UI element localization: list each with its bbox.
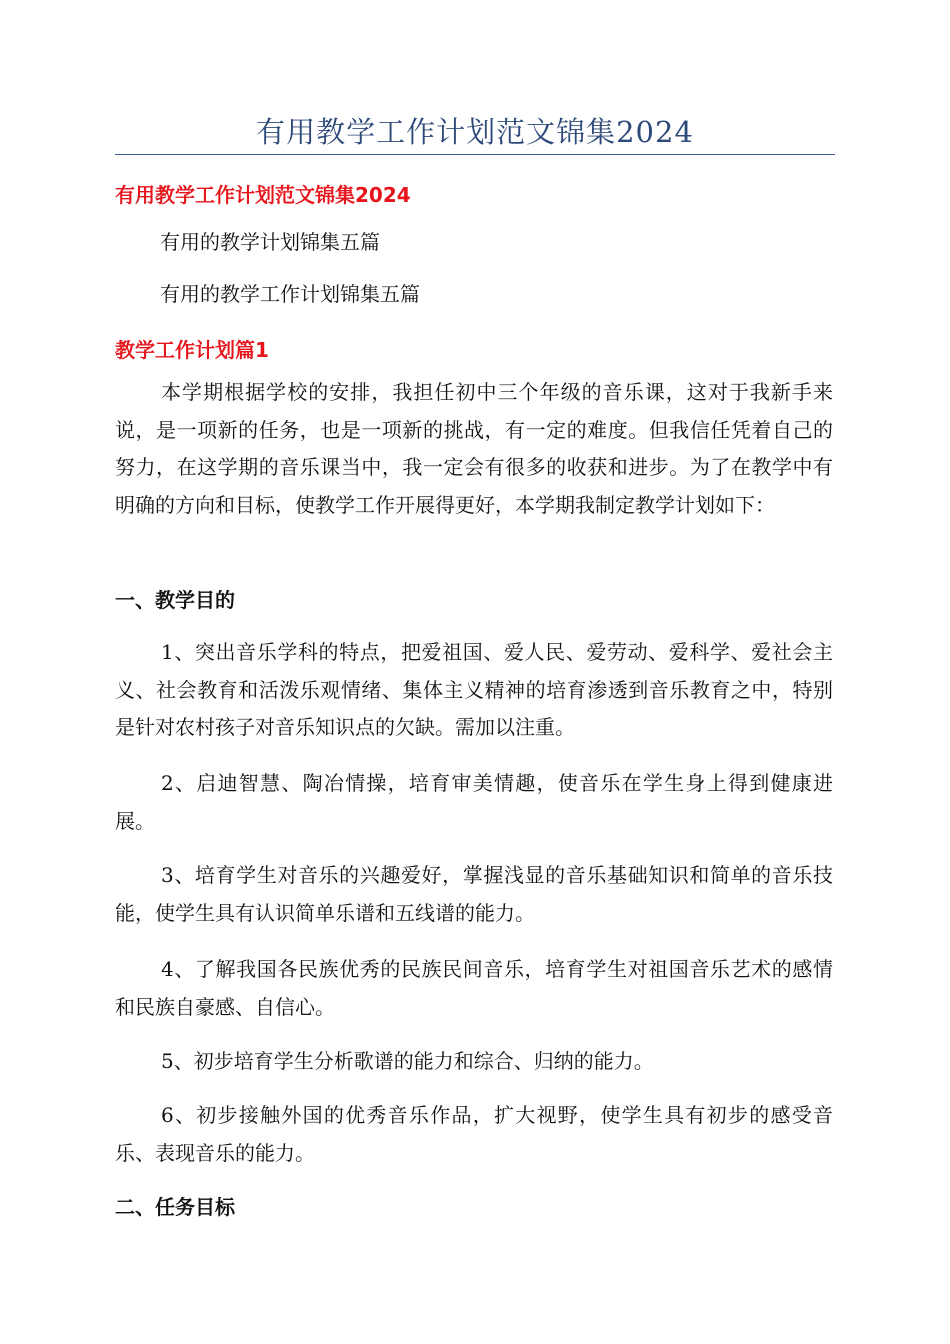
toc-item: 有用的教学计划锦集五篇 [160, 230, 380, 254]
section-heading: 教学工作计划篇1 [115, 338, 269, 362]
list-item: 1、突出音乐学科的特点，把爱祖国、爱人民、爱劳动、爱科学、爱社会主义、社会教育和活泼乐观情绪、集体主义精神的培育渗透到音乐教育之中，特别是针对农村孩子对音乐知识点的欠缺。需加以注重。 [115, 640, 833, 739]
list-item: 4、了解我国各民族优秀的民族民间音乐，培育学生对祖国音乐艺术的感情和民族自豪感、自信心。 [115, 957, 833, 1019]
document-title: 有用教学工作计划范文锦集2024 [256, 115, 694, 149]
heading-task-goals: 二、任务目标 [115, 1195, 235, 1219]
list-item: 6、初步接触外国的优秀音乐作品，扩大视野，使学生具有初步的感受音乐、表现音乐的能力。 [115, 1103, 833, 1165]
subtitle-heading: 有用教学工作计划范文锦集2024 [115, 183, 411, 207]
heading-teaching-goals: 一、教学目的 [115, 588, 235, 612]
list-item: 3、培育学生对音乐的兴趣爱好，掌握浅显的音乐基础知识和简单的音乐技能，使学生具有认识简单乐谱和五线谱的能力。 [115, 863, 833, 925]
title-underline [115, 154, 835, 155]
intro-paragraph: 本学期根据学校的安排，我担任初中三个年级的音乐课，这对于我新手来说，是一项新的任务，也是一项新的挑战，有一定的难度。但我信任凭着自己的努力，在这学期的音乐课当中，我一定会有很多的收获和进步。为了在教学中有明确的方向和目标，使教学工作开展得更好，本学期我制定教学计划如下： [115, 380, 833, 517]
toc-item: 有用的教学工作计划锦集五篇 [160, 282, 420, 306]
list-item: 2、启迪智慧、陶冶情操，培育审美情趣，使音乐在学生身上得到健康进展。 [115, 771, 833, 833]
list-item: 5、初步培育学生分析歌谱的能力和综合、归纳的能力。 [161, 1049, 654, 1073]
